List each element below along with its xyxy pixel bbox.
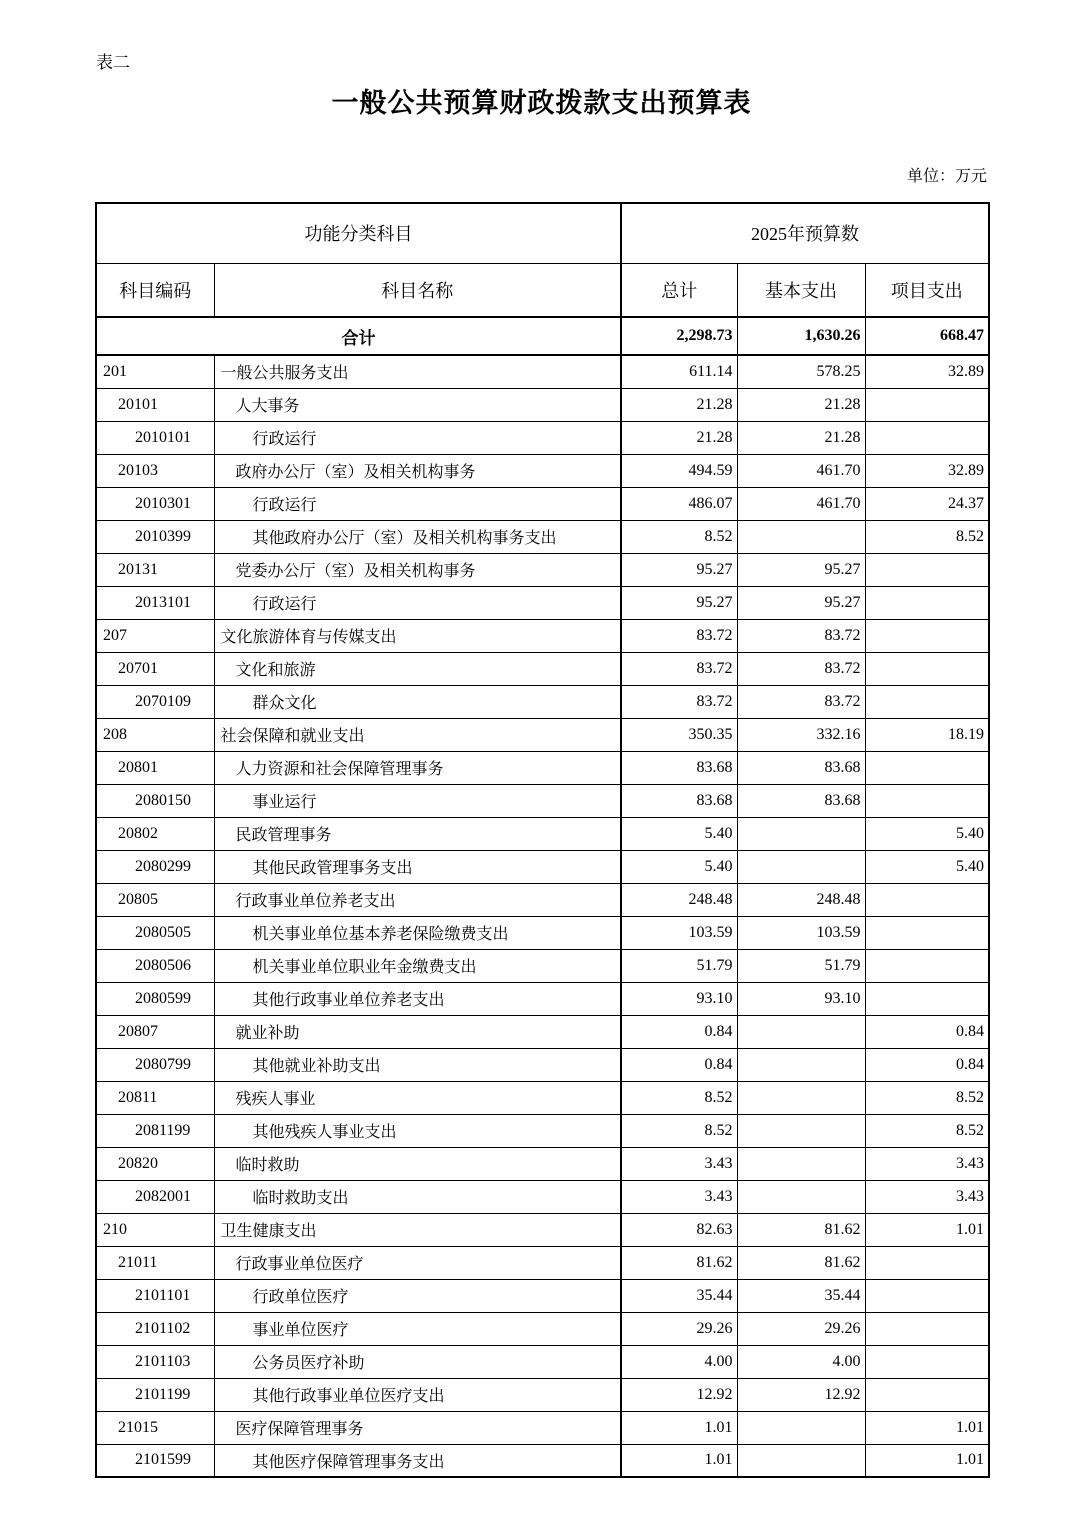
subject-name-cell: 行政事业单位医疗 (214, 1246, 621, 1279)
project-expenditure-cell (865, 1246, 989, 1279)
table-row (96, 949, 989, 982)
basic-expenditure-cell (737, 1048, 865, 1081)
basic-expenditure-cell (737, 1114, 865, 1147)
total-cell: 3.43 (621, 1147, 737, 1180)
total-cell: 8.52 (621, 1081, 737, 1114)
total-cell: 95.27 (621, 586, 737, 619)
project-expenditure-cell (865, 883, 989, 916)
subject-name-cell: 医疗保障管理事务 (214, 1411, 621, 1444)
subject-code-cell: 2080506 (96, 949, 214, 982)
table-row (96, 586, 989, 619)
project-expenditure-cell: 8.52 (865, 520, 989, 553)
table-row (96, 487, 989, 520)
subject-name-cell: 民政管理事务 (214, 817, 621, 850)
total-cell: 51.79 (621, 949, 737, 982)
total-cell: 21.28 (621, 421, 737, 454)
project-expenditure-cell (865, 685, 989, 718)
project-expenditure-cell (865, 421, 989, 454)
subject-name-cell: 公务员医疗补助 (214, 1345, 621, 1378)
header-subject-name: 科目名称 (214, 263, 621, 317)
subject-code-cell: 2080505 (96, 916, 214, 949)
subject-code-cell: 2101102 (96, 1312, 214, 1345)
basic-expenditure-cell: 35.44 (737, 1279, 865, 1312)
basic-expenditure-cell: 93.10 (737, 982, 865, 1015)
unit-label: 单位：万元 (906, 168, 987, 185)
table-row (96, 817, 989, 850)
total-cell: 611.14 (621, 355, 737, 388)
total-cell: 5.40 (621, 817, 737, 850)
project-expenditure-cell (865, 751, 989, 784)
project-expenditure-cell: 5.40 (865, 817, 989, 850)
subject-name-cell: 其他民政管理事务支出 (214, 850, 621, 883)
subject-code-cell: 20701 (96, 652, 214, 685)
summary-label: 合计 (96, 317, 621, 355)
basic-expenditure-cell (737, 1180, 865, 1213)
subject-code-cell: 21011 (96, 1246, 214, 1279)
project-expenditure-cell (865, 982, 989, 1015)
subject-name-cell: 临时救助支出 (214, 1180, 621, 1213)
project-expenditure-cell (865, 949, 989, 982)
basic-expenditure-cell: 461.70 (737, 454, 865, 487)
subject-code-cell: 201 (96, 355, 214, 388)
total-cell: 35.44 (621, 1279, 737, 1312)
total-cell: 1.01 (621, 1444, 737, 1477)
budget-table-body (96, 317, 989, 1477)
subject-name-cell: 残疾人事业 (214, 1081, 621, 1114)
subject-code-cell: 20820 (96, 1147, 214, 1180)
table-row (96, 1444, 989, 1477)
basic-expenditure-cell: 21.28 (737, 388, 865, 421)
total-cell: 3.43 (621, 1180, 737, 1213)
project-expenditure-cell (865, 553, 989, 586)
total-cell: 95.27 (621, 553, 737, 586)
basic-expenditure-cell (737, 1015, 865, 1048)
page-title: 一般公共预算财政拨款支出预算表 (331, 88, 752, 118)
subject-name-cell: 临时救助 (214, 1147, 621, 1180)
subject-code-cell: 20802 (96, 817, 214, 850)
subject-code-cell: 20805 (96, 883, 214, 916)
basic-expenditure-cell: 83.68 (737, 784, 865, 817)
total-cell: 12.92 (621, 1378, 737, 1411)
subject-code-cell: 2101199 (96, 1378, 214, 1411)
basic-expenditure-cell: 21.28 (737, 421, 865, 454)
table-row (96, 421, 989, 454)
total-cell: 350.35 (621, 718, 737, 751)
total-cell: 83.72 (621, 685, 737, 718)
project-expenditure-cell: 32.89 (865, 355, 989, 388)
project-expenditure-cell (865, 1378, 989, 1411)
basic-expenditure-cell: 103.59 (737, 916, 865, 949)
basic-expenditure-cell: 4.00 (737, 1345, 865, 1378)
subject-code-cell: 2010301 (96, 487, 214, 520)
total-cell: 103.59 (621, 916, 737, 949)
basic-expenditure-cell: 461.70 (737, 487, 865, 520)
subject-code-cell: 208 (96, 718, 214, 751)
basic-expenditure-cell: 12.92 (737, 1378, 865, 1411)
subject-code-cell: 21015 (96, 1411, 214, 1444)
table-row (96, 520, 989, 553)
table-row (96, 1246, 989, 1279)
table-row (96, 388, 989, 421)
subject-name-cell: 其他残疾人事业支出 (214, 1114, 621, 1147)
subject-code-cell: 207 (96, 619, 214, 652)
subject-code-cell: 2081199 (96, 1114, 214, 1147)
subject-code-cell: 2101101 (96, 1279, 214, 1312)
table-row (96, 1213, 989, 1246)
project-expenditure-cell: 0.84 (865, 1015, 989, 1048)
basic-expenditure-cell: 578.25 (737, 355, 865, 388)
table-row (96, 1312, 989, 1345)
total-cell: 93.10 (621, 982, 737, 1015)
group-header-row (96, 203, 989, 263)
subject-name-cell: 群众文化 (214, 685, 621, 718)
subject-name-cell: 人大事务 (214, 388, 621, 421)
total-cell: 4.00 (621, 1345, 737, 1378)
basic-expenditure-cell: 95.27 (737, 553, 865, 586)
table-row (96, 355, 989, 388)
table-row (96, 685, 989, 718)
table-row (96, 1147, 989, 1180)
total-cell: 248.48 (621, 883, 737, 916)
project-expenditure-cell (865, 619, 989, 652)
summary-row (96, 317, 989, 355)
subject-code-cell: 20101 (96, 388, 214, 421)
subject-name-cell: 其他行政事业单位医疗支出 (214, 1378, 621, 1411)
summary-total-cell: 2,298.73 (621, 317, 737, 355)
subject-name-cell: 政府办公厅（室）及相关机构事务 (214, 454, 621, 487)
project-expenditure-cell: 1.01 (865, 1444, 989, 1477)
basic-expenditure-cell: 83.72 (737, 685, 865, 718)
table-row (96, 1378, 989, 1411)
subject-name-cell: 卫生健康支出 (214, 1213, 621, 1246)
basic-expenditure-cell: 29.26 (737, 1312, 865, 1345)
subject-name-cell: 行政运行 (214, 421, 621, 454)
project-expenditure-cell: 8.52 (865, 1081, 989, 1114)
header-subject-code: 科目编码 (96, 263, 214, 317)
basic-expenditure-cell (737, 1444, 865, 1477)
header-basic-expenditure: 基本支出 (737, 263, 865, 317)
project-expenditure-cell (865, 1312, 989, 1345)
subject-name-cell: 其他政府办公厅（室）及相关机构事务支出 (214, 520, 621, 553)
subject-code-cell: 210 (96, 1213, 214, 1246)
total-cell: 83.68 (621, 784, 737, 817)
table-row (96, 982, 989, 1015)
subject-code-cell: 2080150 (96, 784, 214, 817)
subject-code-cell: 2082001 (96, 1180, 214, 1213)
table-row (96, 619, 989, 652)
project-expenditure-cell (865, 1345, 989, 1378)
table-row (96, 1411, 989, 1444)
basic-expenditure-cell (737, 850, 865, 883)
total-cell: 0.84 (621, 1015, 737, 1048)
project-expenditure-cell: 24.37 (865, 487, 989, 520)
table-row (96, 850, 989, 883)
table-row (96, 1345, 989, 1378)
subject-code-cell: 2101103 (96, 1345, 214, 1378)
summary-basic-cell: 1,630.26 (737, 317, 865, 355)
subject-name-cell: 行政单位医疗 (214, 1279, 621, 1312)
total-cell: 81.62 (621, 1246, 737, 1279)
subject-code-cell: 2070109 (96, 685, 214, 718)
subject-name-cell: 其他就业补助支出 (214, 1048, 621, 1081)
subject-name-cell: 其他医疗保障管理事务支出 (214, 1444, 621, 1477)
subject-name-cell: 机关事业单位职业年金缴费支出 (214, 949, 621, 982)
subject-code-cell: 2010101 (96, 421, 214, 454)
project-expenditure-cell: 3.43 (865, 1180, 989, 1213)
header-budget-2025: 2025年预算数 (621, 203, 989, 263)
subject-code-cell: 2013101 (96, 586, 214, 619)
subject-name-cell: 文化旅游体育与传媒支出 (214, 619, 621, 652)
project-expenditure-cell (865, 916, 989, 949)
subject-code-cell: 2101599 (96, 1444, 214, 1477)
total-cell: 486.07 (621, 487, 737, 520)
project-expenditure-cell: 8.52 (865, 1114, 989, 1147)
header-total: 总计 (621, 263, 737, 317)
project-expenditure-cell: 1.01 (865, 1411, 989, 1444)
total-cell: 0.84 (621, 1048, 737, 1081)
total-cell: 1.01 (621, 1411, 737, 1444)
total-cell: 82.63 (621, 1213, 737, 1246)
basic-expenditure-cell: 95.27 (737, 586, 865, 619)
project-expenditure-cell: 1.01 (865, 1213, 989, 1246)
column-header-row (96, 263, 989, 317)
project-expenditure-cell (865, 784, 989, 817)
subject-code-cell: 20131 (96, 553, 214, 586)
table-row (96, 1114, 989, 1147)
subject-name-cell: 行政事业单位养老支出 (214, 883, 621, 916)
subject-code-cell: 2080799 (96, 1048, 214, 1081)
total-cell: 5.40 (621, 850, 737, 883)
subject-name-cell: 社会保障和就业支出 (214, 718, 621, 751)
project-expenditure-cell (865, 1279, 989, 1312)
table-row (96, 454, 989, 487)
project-expenditure-cell (865, 388, 989, 421)
subject-code-cell: 20801 (96, 751, 214, 784)
table-row (96, 916, 989, 949)
subject-name-cell: 党委办公厅（室）及相关机构事务 (214, 553, 621, 586)
project-expenditure-cell: 3.43 (865, 1147, 989, 1180)
summary-project-cell: 668.47 (865, 317, 989, 355)
basic-expenditure-cell (737, 817, 865, 850)
basic-expenditure-cell (737, 1147, 865, 1180)
subject-name-cell: 事业运行 (214, 784, 621, 817)
basic-expenditure-cell: 332.16 (737, 718, 865, 751)
project-expenditure-cell: 5.40 (865, 850, 989, 883)
total-cell: 83.72 (621, 652, 737, 685)
table-row (96, 1081, 989, 1114)
project-expenditure-cell (865, 586, 989, 619)
table-number-label: 表二 (96, 53, 130, 72)
basic-expenditure-cell: 81.62 (737, 1246, 865, 1279)
basic-expenditure-cell: 51.79 (737, 949, 865, 982)
project-expenditure-cell: 0.84 (865, 1048, 989, 1081)
total-cell: 8.52 (621, 520, 737, 553)
basic-expenditure-cell: 81.62 (737, 1213, 865, 1246)
subject-name-cell: 事业单位医疗 (214, 1312, 621, 1345)
basic-expenditure-cell: 83.72 (737, 619, 865, 652)
budget-table (95, 202, 990, 1478)
subject-code-cell: 2080599 (96, 982, 214, 1015)
total-cell: 494.59 (621, 454, 737, 487)
subject-code-cell: 20807 (96, 1015, 214, 1048)
total-cell: 8.52 (621, 1114, 737, 1147)
table-row (96, 1015, 989, 1048)
header-project-expenditure: 项目支出 (865, 263, 989, 317)
table-row (96, 553, 989, 586)
table-row (96, 751, 989, 784)
basic-expenditure-cell (737, 520, 865, 553)
subject-code-cell: 2010399 (96, 520, 214, 553)
total-cell: 29.26 (621, 1312, 737, 1345)
project-expenditure-cell: 18.19 (865, 718, 989, 751)
subject-code-cell: 2080299 (96, 850, 214, 883)
subject-name-cell: 人力资源和社会保障管理事务 (214, 751, 621, 784)
table-row (96, 652, 989, 685)
table-row (96, 718, 989, 751)
basic-expenditure-cell: 83.68 (737, 751, 865, 784)
subject-name-cell: 机关事业单位基本养老保险缴费支出 (214, 916, 621, 949)
subject-name-cell: 一般公共服务支出 (214, 355, 621, 388)
subject-name-cell: 就业补助 (214, 1015, 621, 1048)
table-row (96, 883, 989, 916)
basic-expenditure-cell: 83.72 (737, 652, 865, 685)
basic-expenditure-cell (737, 1411, 865, 1444)
subject-code-cell: 20103 (96, 454, 214, 487)
total-cell: 21.28 (621, 388, 737, 421)
subject-code-cell: 20811 (96, 1081, 214, 1114)
project-expenditure-cell (865, 652, 989, 685)
subject-name-cell: 行政运行 (214, 487, 621, 520)
basic-expenditure-cell: 248.48 (737, 883, 865, 916)
table-row (96, 784, 989, 817)
total-cell: 83.72 (621, 619, 737, 652)
basic-expenditure-cell (737, 1081, 865, 1114)
project-expenditure-cell: 32.89 (865, 454, 989, 487)
subject-name-cell: 其他行政事业单位养老支出 (214, 982, 621, 1015)
table-row (96, 1279, 989, 1312)
subject-name-cell: 文化和旅游 (214, 652, 621, 685)
header-function-category: 功能分类科目 (96, 203, 621, 263)
total-cell: 83.68 (621, 751, 737, 784)
table-row (96, 1180, 989, 1213)
table-row (96, 1048, 989, 1081)
subject-name-cell: 行政运行 (214, 586, 621, 619)
